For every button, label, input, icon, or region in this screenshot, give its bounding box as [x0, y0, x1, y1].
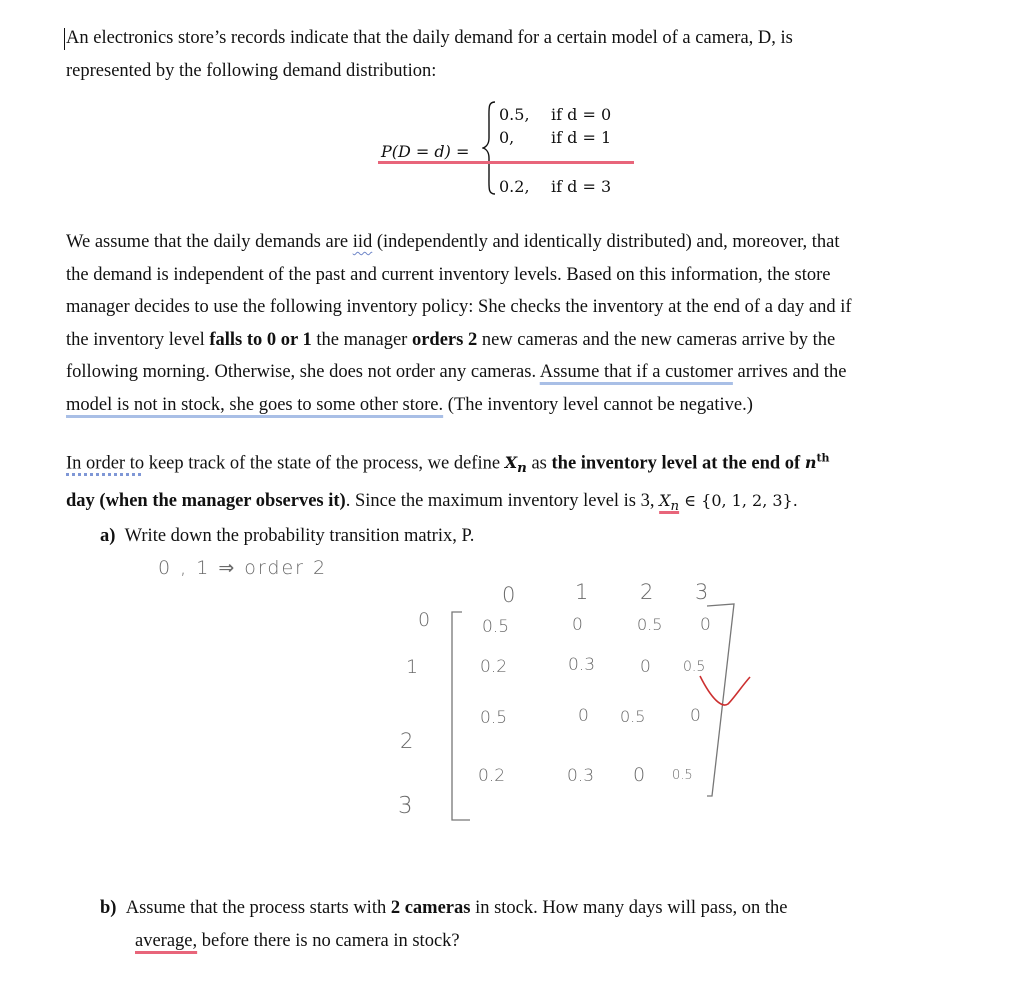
matrix-cell-2-0: 0.5 [480, 708, 508, 728]
state-line-2: day (when the manager observes it). Since the maximum inventory level is 3, $X_n$ ∈ {0, 1, 2, 3}. [66, 491, 798, 515]
matrix-cell-0-3: 0 [700, 615, 711, 635]
part-b-line-2: average, before there is no camera in stock? [135, 930, 460, 951]
col-header-0: 0 [502, 583, 516, 607]
case-condition-0: if d = 0 [551, 105, 612, 124]
case-condition-1: if d = 1 [551, 128, 612, 147]
case-value-0: 0.5, [499, 105, 530, 124]
row-header-0: 0 [418, 609, 431, 631]
iid-term: iid [352, 232, 373, 252]
left-bracket-icon [452, 612, 470, 820]
row-header-2: 2 [400, 729, 414, 753]
case-value-3: 0.2, [499, 177, 530, 196]
assumption-line-4: the inventory level falls to 0 or 1 the manager orders 2 new cameras and the new cameras arrive by the [66, 329, 836, 350]
row-header-1: 1 [406, 656, 419, 678]
part-b-question [100, 892, 980, 957]
matrix-cell-3-0: 0.2 [478, 766, 506, 786]
matrix-cell-3-1: 0.3 [567, 766, 595, 786]
reorder-threshold: falls to 0 or 1 [209, 329, 312, 350]
matrix-cell-1-0: 0.2 [480, 657, 508, 677]
assumption-line-3: manager decides to use the following inventory policy: She checks the inventory at the end of a day and if [66, 297, 852, 317]
assumption-line-1: We assume that the daily demands are iid (independently and identically distributed) and, moreover, that [66, 232, 840, 252]
right-bracket-icon [707, 604, 734, 796]
matrix-cell-0-0: 0.5 [482, 617, 510, 637]
matrix-cell-3-2: 0 [633, 764, 646, 786]
assumption-line-5: following morning. Otherwise, she does not order any cameras. Assume that if a customer arrives and the [66, 362, 847, 382]
case-condition-3: if d = 3 [551, 177, 612, 196]
handwritten-note: 0 , 1 ⇒ order 2 [158, 557, 328, 579]
matrix-cell-1-3: 0.5 [683, 659, 706, 675]
col-header-2: 2 [640, 580, 654, 604]
part-b-label: b) [100, 898, 117, 918]
assumption-line-6: model is not in stock, she goes to some other store. (The inventory level cannot be negative.) [66, 394, 753, 415]
matrix-cell-2-1: 0 [578, 706, 589, 726]
case-value-1: 0, [499, 128, 515, 147]
matrix-cell-0-2: 0.5 [637, 615, 663, 634]
matrix-cell-2-2: 0.5 [620, 707, 646, 726]
intro-line-1-text: An electronics store’s records indicate that the daily demand for a certain model of a camera, D, is [66, 28, 793, 48]
matrix-cell-3-3: 0.5 [672, 768, 693, 783]
assumption-line-2: the demand is independent of the past and current inventory levels. Based on this information, the store [66, 264, 831, 285]
part-a-text: Write down the probability transition matrix, P. [124, 526, 475, 546]
matrix-cell-2-3: 0 [690, 706, 701, 726]
state-line-1: In order to keep track of the state of the process, we define $X_n$ as the inventory level at the end of $n^{th}$ [66, 452, 830, 477]
intro-line-2-text: represented by the following demand distribution: [66, 60, 437, 81]
row-header-3: 3 [398, 793, 413, 819]
col-header-1: 1 [575, 580, 589, 604]
distribution-lhs: P(D = d) = [381, 142, 470, 161]
part-b-line-1: b) Assume that the process starts with 2 cameras in stock. How many days will pass, on the [100, 898, 788, 918]
matrix-cell-1-2: 0 [640, 657, 651, 677]
col-header-3: 3 [695, 580, 709, 604]
order-quantity: orders 2 [411, 329, 478, 350]
part-a-label: a) [100, 526, 116, 546]
matrix-cell-0-1: 0 [572, 615, 583, 635]
matrix-cell-1-1: 0.3 [568, 655, 596, 675]
